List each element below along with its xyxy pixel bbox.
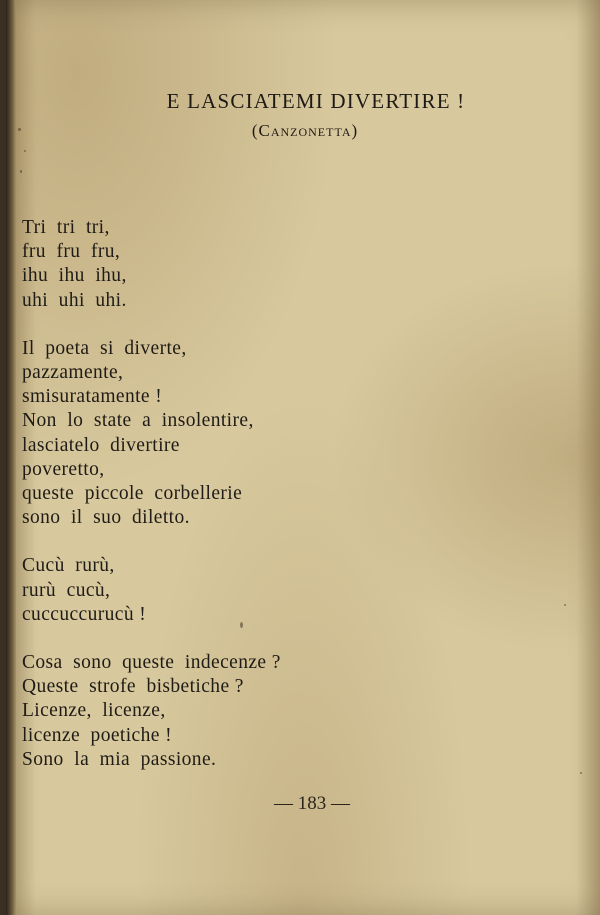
paper-speck [20,170,22,173]
poem-line: Non lo state a insolentire, [22,410,254,432]
stanza-1 [22,216,281,313]
poem-line: Licenze, licenze, [22,700,166,722]
page-number: — 183 — [274,793,350,814]
poem-line: Queste strofe bisbetiche ? [22,676,244,698]
poem-line: uhi uhi uhi. [22,289,127,311]
poem-line: Cosa sono queste indecenze ? [22,652,281,674]
poem-line: Cucù rurù, [22,555,115,577]
poem-line: smisuratamente ! [22,386,163,408]
poem-title: E LASCIATEMI DIVERTIRE ! [166,89,466,113]
poem-line: poveretto, [22,458,105,480]
poem-line: pazzamente, [22,362,124,384]
poem-line: Tri tri tri, [22,217,110,238]
poem-line: Il poeta si diverte, [22,337,187,359]
poem-line: fru fru fru, [22,241,121,263]
stanza-2 [22,337,281,531]
poem-line: licenze poetiche ! [22,724,172,746]
stanza-4 [22,651,281,772]
poem-title-block [0,88,600,142]
poem-line: ihu ihu ihu, [22,265,127,287]
poem-line: queste piccole corbellerie [22,483,243,505]
poem-line: cuccuccurucù ! [22,603,147,625]
poem-line: lasciatelo divertire [22,434,180,456]
paper-speck [24,150,26,152]
poem-line: sono il suo diletto. [22,507,190,529]
stanza-3 [22,554,281,627]
poem-line: rurù cucù, [22,579,111,601]
poem-body [22,216,281,796]
poem-line: Sono la mia passione. [22,748,217,770]
paper-speck [580,772,582,774]
paper-speck [564,604,566,606]
poem-subtitle: (Canzonetta) [251,121,359,140]
